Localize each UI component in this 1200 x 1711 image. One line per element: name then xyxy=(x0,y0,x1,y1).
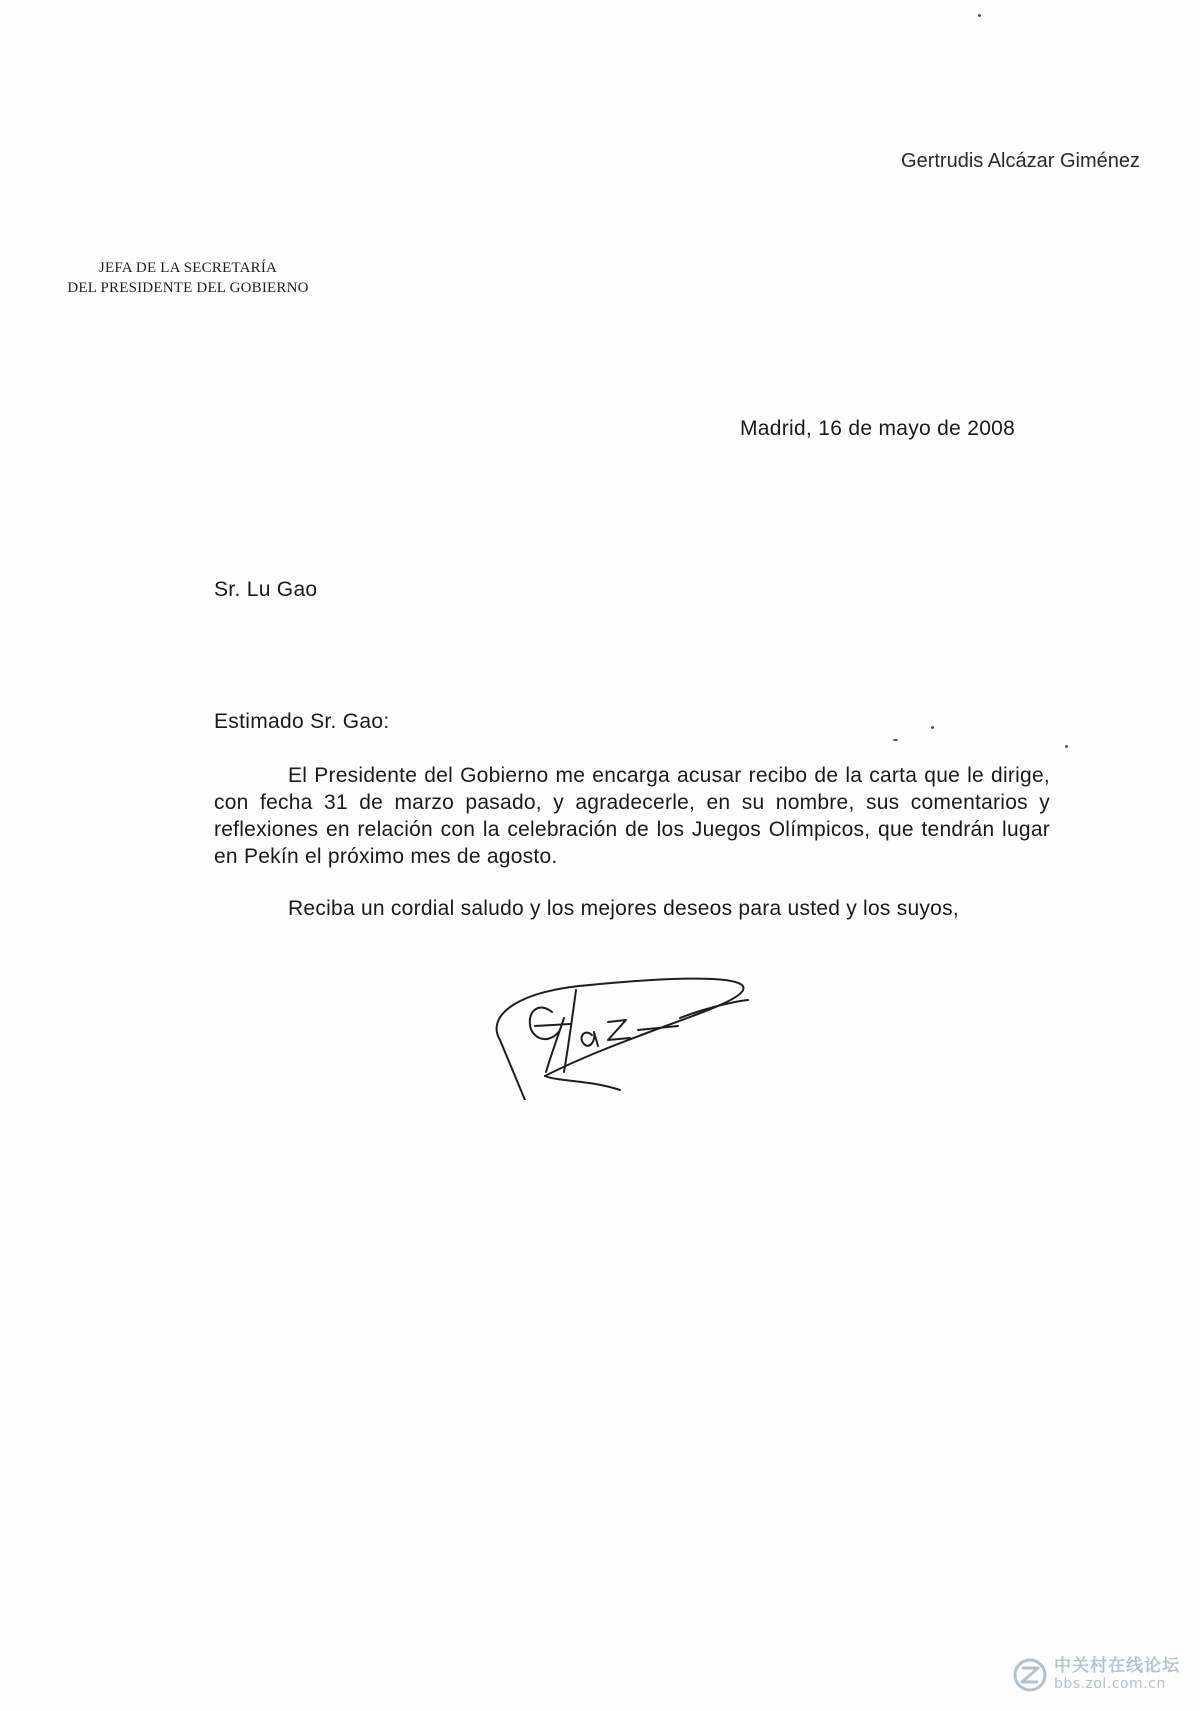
forum-watermark xyxy=(1012,1657,1180,1693)
sender-name: Gertrudis Alcázar Giménez xyxy=(901,150,1140,172)
scan-speck xyxy=(978,14,981,17)
scan-speck xyxy=(931,726,934,729)
body-paragraph: El Presidente del Gobierno me encarga acusar recibo de la carta que le dirige, con fecha 31 de marzo pasado, y agradecerle, en su nombre, sus comentarios y reflexiones en relación con la celebración de los Juegos Olímpicos, que tendrán lugar en Pekín el próximo mes de agosto. xyxy=(214,764,1050,868)
office-title-line-2: DEL PRESIDENTE DEL GOBIERNO xyxy=(67,280,309,296)
closing-line: Reciba un cordial saludo y los mejores deseos para usted y los suyos, xyxy=(288,897,959,920)
letter-body xyxy=(214,762,1050,922)
watermark-url: bbs.zol.com.cn xyxy=(1054,1676,1166,1692)
office-title xyxy=(57,258,319,298)
office-title-line-1: JEFA DE LA SECRETARÍA xyxy=(98,260,278,276)
recipient-name: Sr. Lu Gao xyxy=(214,578,318,601)
letter-date: Madrid, 16 de mayo de 2008 xyxy=(740,417,1016,440)
watermark-title: 中关村在线论坛 xyxy=(1054,1656,1180,1676)
scan-speck xyxy=(893,739,898,741)
handwritten-signature xyxy=(480,940,780,1100)
scan-speck xyxy=(1065,745,1068,748)
salutation: Estimado Sr. Gao: xyxy=(214,710,390,733)
zol-logo-icon xyxy=(1012,1657,1048,1693)
